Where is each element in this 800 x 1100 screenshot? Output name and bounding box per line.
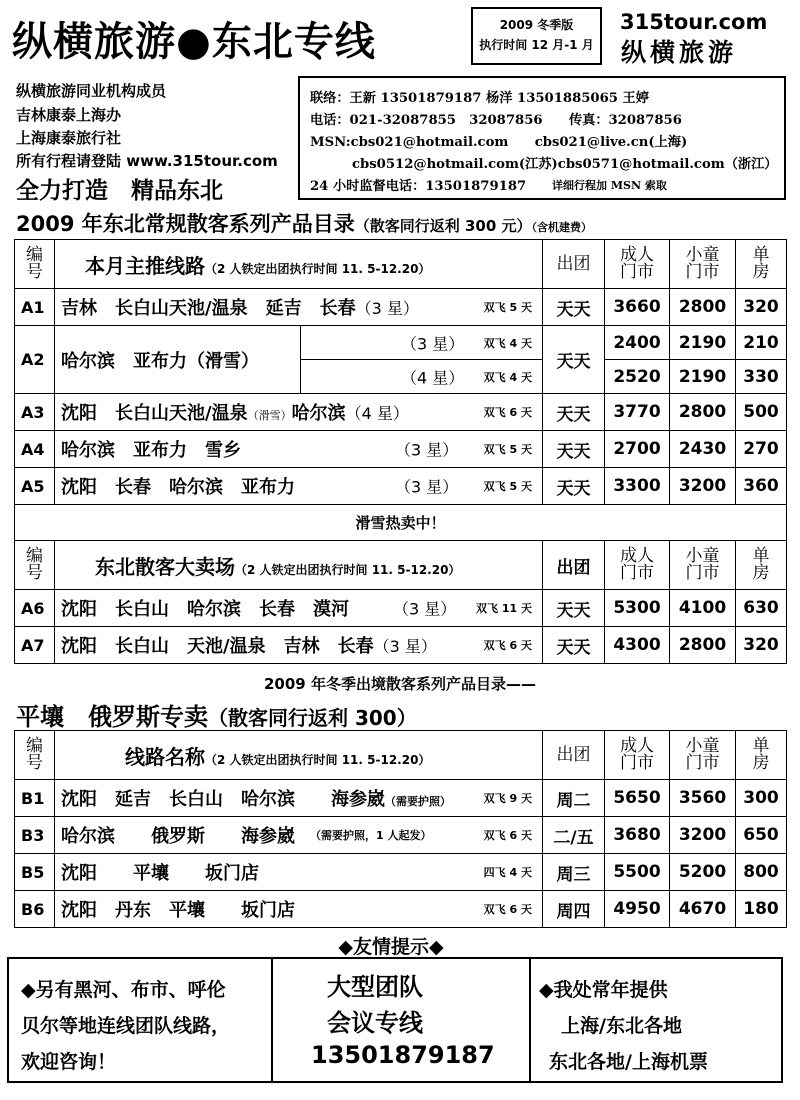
footer-divider-right bbox=[529, 959, 531, 1081]
exec-period-label: 执行时间 12 月-1 月 bbox=[479, 38, 594, 52]
header-route-label: 本月主推线路 bbox=[85, 253, 205, 278]
row-route bbox=[55, 891, 543, 928]
row-single-price: 800 bbox=[736, 854, 787, 891]
org-line-4: 所有行程请登陆 www.315tour.com bbox=[16, 152, 278, 170]
row-departure: 天天 bbox=[543, 394, 605, 431]
header-route-label: 东北散客大卖场 bbox=[95, 554, 235, 579]
header-single: 单房 bbox=[736, 240, 787, 289]
row-code: A3 bbox=[15, 394, 55, 431]
row-code: A2 bbox=[15, 326, 55, 394]
route-text: 哈尔滨 俄罗斯 海参崴 bbox=[61, 826, 295, 847]
table-row bbox=[15, 627, 787, 664]
row-single-price: 270 bbox=[736, 431, 787, 468]
banner-row bbox=[15, 505, 787, 541]
row-route bbox=[55, 590, 543, 627]
table-row bbox=[15, 780, 787, 817]
header-departure: 出团 bbox=[543, 541, 605, 590]
table-row bbox=[15, 468, 787, 505]
contact-line-2: 电话：021-32087855 32087856 传真：32087856 bbox=[310, 113, 682, 128]
header-departure: 出团 bbox=[543, 731, 605, 780]
route-paren-note: （滑雪） bbox=[247, 409, 292, 422]
contact-line-5: 24 小时监督电话：13501879187 bbox=[310, 179, 527, 194]
ski-banner: 滑雪热卖中！ bbox=[15, 505, 787, 541]
route-transport: 双飞 5 天 bbox=[483, 480, 532, 493]
table-outbound-routes bbox=[14, 730, 787, 928]
org-line-1: 纵横旅游同业机构成员 bbox=[16, 82, 167, 100]
footer-box bbox=[7, 957, 783, 1083]
row-adult-price: 2520 bbox=[605, 360, 670, 394]
row-code: B3 bbox=[15, 817, 55, 854]
route-transport: 双飞 5 天 bbox=[483, 301, 532, 314]
table-header-row bbox=[15, 240, 787, 289]
section1-title-text: 2009 年东北常规散客系列产品目录 bbox=[16, 212, 355, 236]
footer-hotline: 13501879187 bbox=[311, 1041, 495, 1069]
table-header-row bbox=[15, 541, 787, 590]
header-adult: 成人门市 bbox=[605, 541, 670, 590]
route-transport: 双飞 6 天 bbox=[483, 639, 532, 652]
row-code: A6 bbox=[15, 590, 55, 627]
table-row bbox=[15, 854, 787, 891]
org-line-3: 上海康泰旅行社 bbox=[16, 129, 122, 147]
row-adult-price: 5650 bbox=[605, 780, 670, 817]
route-text: 哈尔滨 亚布力 雪乡 bbox=[61, 440, 241, 461]
row-code: B6 bbox=[15, 891, 55, 928]
row-single-price: 300 bbox=[736, 780, 787, 817]
row-route bbox=[55, 431, 543, 468]
route-transport: 双飞 6 天 bbox=[483, 903, 532, 916]
row-route bbox=[55, 627, 543, 664]
contact-line-4: cbs0512@hotmail.com(江苏)cbs0571@hotmail.com（浙江） bbox=[352, 157, 778, 172]
row-adult-price: 4300 bbox=[605, 627, 670, 664]
header-route-note: （2 人铁定出团执行时间 11. 5-12.20） bbox=[205, 752, 431, 767]
row-departure: 天天 bbox=[543, 326, 605, 394]
route-transport: 双飞 4 天 bbox=[483, 336, 532, 350]
header-code: 编号 bbox=[15, 731, 55, 780]
footer-left-line-1: ◆另有黑河、布市、呼伦 bbox=[21, 979, 226, 1001]
header-child: 小童门市 bbox=[670, 240, 736, 289]
row-code: A4 bbox=[15, 431, 55, 468]
row-child-price: 2190 bbox=[670, 326, 736, 360]
row-route bbox=[55, 289, 543, 326]
row-single-price: 210 bbox=[736, 326, 787, 360]
row-child-price: 3560 bbox=[670, 780, 736, 817]
row-single-price: 320 bbox=[736, 627, 787, 664]
row-child-price: 2800 bbox=[670, 289, 736, 326]
brand-name: 纵横旅游 bbox=[621, 38, 738, 67]
row-single-price: 320 bbox=[736, 289, 787, 326]
route-paren-note: （需要护照，1 人起发） bbox=[310, 829, 432, 842]
table-row bbox=[15, 891, 787, 928]
row-departure: 周四 bbox=[543, 891, 605, 928]
row-route bbox=[55, 468, 543, 505]
header-single: 单房 bbox=[736, 731, 787, 780]
route-level: （3 星） bbox=[373, 637, 437, 656]
section3-title bbox=[16, 697, 417, 732]
header-route bbox=[55, 541, 543, 590]
page-title: 纵横旅游●东北专线 bbox=[12, 19, 376, 65]
route-level: （3 星） bbox=[355, 299, 419, 318]
row-single-price: 330 bbox=[736, 360, 787, 394]
footer-left-line-2: 贝尔等地连线团队线路， bbox=[21, 1015, 231, 1037]
route-text: 沈阳 丹东 平壤 坂门店 bbox=[61, 900, 295, 921]
header-adult: 成人门市 bbox=[605, 240, 670, 289]
section1-title bbox=[16, 208, 592, 238]
row-child-price: 2800 bbox=[670, 394, 736, 431]
row-adult-price: 2700 bbox=[605, 431, 670, 468]
row-departure: 周三 bbox=[543, 854, 605, 891]
row-departure: 天天 bbox=[543, 627, 605, 664]
footer-divider-left bbox=[271, 959, 273, 1081]
row-code: B5 bbox=[15, 854, 55, 891]
row-child-price: 4670 bbox=[670, 891, 736, 928]
row-departure: 天天 bbox=[543, 289, 605, 326]
row-single-price: 360 bbox=[736, 468, 787, 505]
row-adult-price: 5500 bbox=[605, 854, 670, 891]
section1-note: （散客同行返利 300 元） bbox=[354, 217, 532, 235]
row-route bbox=[55, 394, 543, 431]
section3-note: （散客同行返利 300） bbox=[208, 706, 417, 730]
contact-box bbox=[298, 76, 786, 200]
row-single-price: 630 bbox=[736, 590, 787, 627]
row-adult-price: 3660 bbox=[605, 289, 670, 326]
row-departure: 周二 bbox=[543, 780, 605, 817]
row-route bbox=[55, 780, 543, 817]
footer-mid-line-1: 大型团队 bbox=[327, 973, 423, 1001]
table-row bbox=[15, 394, 787, 431]
route-text: 吉林 长白山天池/温泉 延吉 长春 bbox=[61, 298, 356, 319]
row-adult-price: 5300 bbox=[605, 590, 670, 627]
row-code: A1 bbox=[15, 289, 55, 326]
table-main-routes bbox=[14, 239, 787, 664]
header-single: 单房 bbox=[736, 541, 787, 590]
route-paren-note: （需要护照） bbox=[385, 795, 451, 808]
header-departure: 出团 bbox=[543, 240, 605, 289]
row-adult-price: 3680 bbox=[605, 817, 670, 854]
route-transport: 双飞 5 天 bbox=[483, 443, 532, 456]
header-route bbox=[55, 731, 543, 780]
route-text: 沈阳 长白山 哈尔滨 长春 漠河 bbox=[61, 599, 349, 620]
row-child-price: 4100 bbox=[670, 590, 736, 627]
route-level: （4 星） bbox=[345, 404, 409, 423]
section1-tiny-note: （含机建费） bbox=[531, 221, 593, 234]
row-adult-price: 3770 bbox=[605, 394, 670, 431]
row-code: A5 bbox=[15, 468, 55, 505]
header-route-label: 线路名称 bbox=[125, 744, 205, 769]
table-row bbox=[15, 289, 787, 326]
table-row bbox=[15, 590, 787, 627]
row-departure: 天天 bbox=[543, 590, 605, 627]
row-departure: 二/五 bbox=[543, 817, 605, 854]
route-transport: 双飞 6 天 bbox=[483, 829, 532, 842]
route-level: （4 星） bbox=[401, 368, 465, 387]
route-transport: 双飞 9 天 bbox=[483, 792, 532, 805]
route-text-2: 哈尔滨 bbox=[291, 403, 346, 424]
site-url: 315tour.com bbox=[620, 10, 768, 34]
row-route bbox=[55, 854, 543, 891]
row-child-price: 2190 bbox=[670, 360, 736, 394]
row-code: A7 bbox=[15, 627, 55, 664]
header-route-note: （2 人铁定出团执行时间 11. 5-12.20） bbox=[235, 562, 461, 577]
header-route-note: （2 人铁定出团执行时间 11. 5-12.20） bbox=[205, 261, 431, 276]
row-single-price: 180 bbox=[736, 891, 787, 928]
header-code: 编号 bbox=[15, 541, 55, 590]
header-code: 编号 bbox=[15, 240, 55, 289]
row-child-price: 3200 bbox=[670, 817, 736, 854]
org-line-2: 吉林康泰上海办 bbox=[16, 106, 122, 124]
contact-msn-note: 详细行程加 MSN 索取 bbox=[552, 179, 667, 192]
row-adult-price: 4950 bbox=[605, 891, 670, 928]
row-child-price: 2430 bbox=[670, 431, 736, 468]
route-level: （3 星） bbox=[393, 599, 457, 619]
row-subroute bbox=[301, 326, 543, 360]
slogan: 全力打造 精品东北 bbox=[16, 178, 223, 204]
footer-mid-line-2: 会议专线 bbox=[327, 1009, 423, 1037]
route-level: （3 星） bbox=[395, 440, 459, 460]
row-adult-price: 3300 bbox=[605, 468, 670, 505]
row-child-price: 3200 bbox=[670, 468, 736, 505]
row-route bbox=[55, 817, 543, 854]
route-text: 沈阳 长春 哈尔滨 亚布力 bbox=[61, 477, 295, 498]
header-child: 小童门市 bbox=[670, 731, 736, 780]
table-row bbox=[15, 326, 787, 360]
row-departure: 天天 bbox=[543, 468, 605, 505]
section3-subtitle: 2009 年冬季出境散客系列产品目录—— bbox=[264, 675, 536, 693]
table-row bbox=[15, 817, 787, 854]
tips-heading: ◆友情提示◆ bbox=[338, 936, 444, 958]
route-text: 沈阳 长白山天池/温泉 bbox=[61, 403, 248, 424]
row-single-price: 500 bbox=[736, 394, 787, 431]
table-row bbox=[15, 431, 787, 468]
row-departure: 天天 bbox=[543, 431, 605, 468]
header-route bbox=[55, 240, 543, 289]
route-text: 沈阳 延吉 长白山 哈尔滨 海参崴 bbox=[61, 789, 385, 810]
contact-line-3: MSN:cbs021@hotmail.com cbs021@live.cn(上海) bbox=[310, 135, 688, 150]
route-text: 沈阳 长白山 天池/温泉 吉林 长春 bbox=[61, 636, 374, 657]
edition-box bbox=[471, 7, 602, 65]
table-header-row bbox=[15, 731, 787, 780]
row-adult-price: 2400 bbox=[605, 326, 670, 360]
footer-right-line-2: 上海/东北各地 bbox=[561, 1015, 682, 1037]
footer-left-line-3: 欢迎咨询！ bbox=[21, 1051, 117, 1073]
route-transport: 双飞 11 天 bbox=[476, 602, 532, 615]
contact-line-1: 联络：王新 13501879187 杨洋 13501885065 王婷 bbox=[310, 91, 649, 106]
route-text: 沈阳 平壤 坂门店 bbox=[61, 863, 259, 884]
header-adult: 成人门市 bbox=[605, 731, 670, 780]
route-transport: 双飞 4 天 bbox=[483, 370, 532, 384]
footer-right-line-3: 东北各地/上海机票 bbox=[549, 1051, 708, 1073]
section3-title-text: 平壤 俄罗斯专卖 bbox=[16, 703, 208, 731]
row-single-price: 650 bbox=[736, 817, 787, 854]
row-code: B1 bbox=[15, 780, 55, 817]
route-level: （3 星） bbox=[401, 334, 465, 353]
row-child-price: 5200 bbox=[670, 854, 736, 891]
row-child-price: 2800 bbox=[670, 627, 736, 664]
row-subroute bbox=[301, 360, 543, 394]
footer-right-line-1: ◆我处常年提供 bbox=[539, 979, 668, 1001]
header-child: 小童门市 bbox=[670, 541, 736, 590]
route-transport: 双飞 6 天 bbox=[483, 406, 532, 419]
row-route: 哈尔滨 亚布力（滑雪） bbox=[55, 326, 301, 394]
route-transport: 四飞 4 天 bbox=[483, 866, 532, 879]
edition-label: 2009 冬季版 bbox=[499, 18, 574, 32]
route-level: （3 星） bbox=[395, 477, 459, 497]
